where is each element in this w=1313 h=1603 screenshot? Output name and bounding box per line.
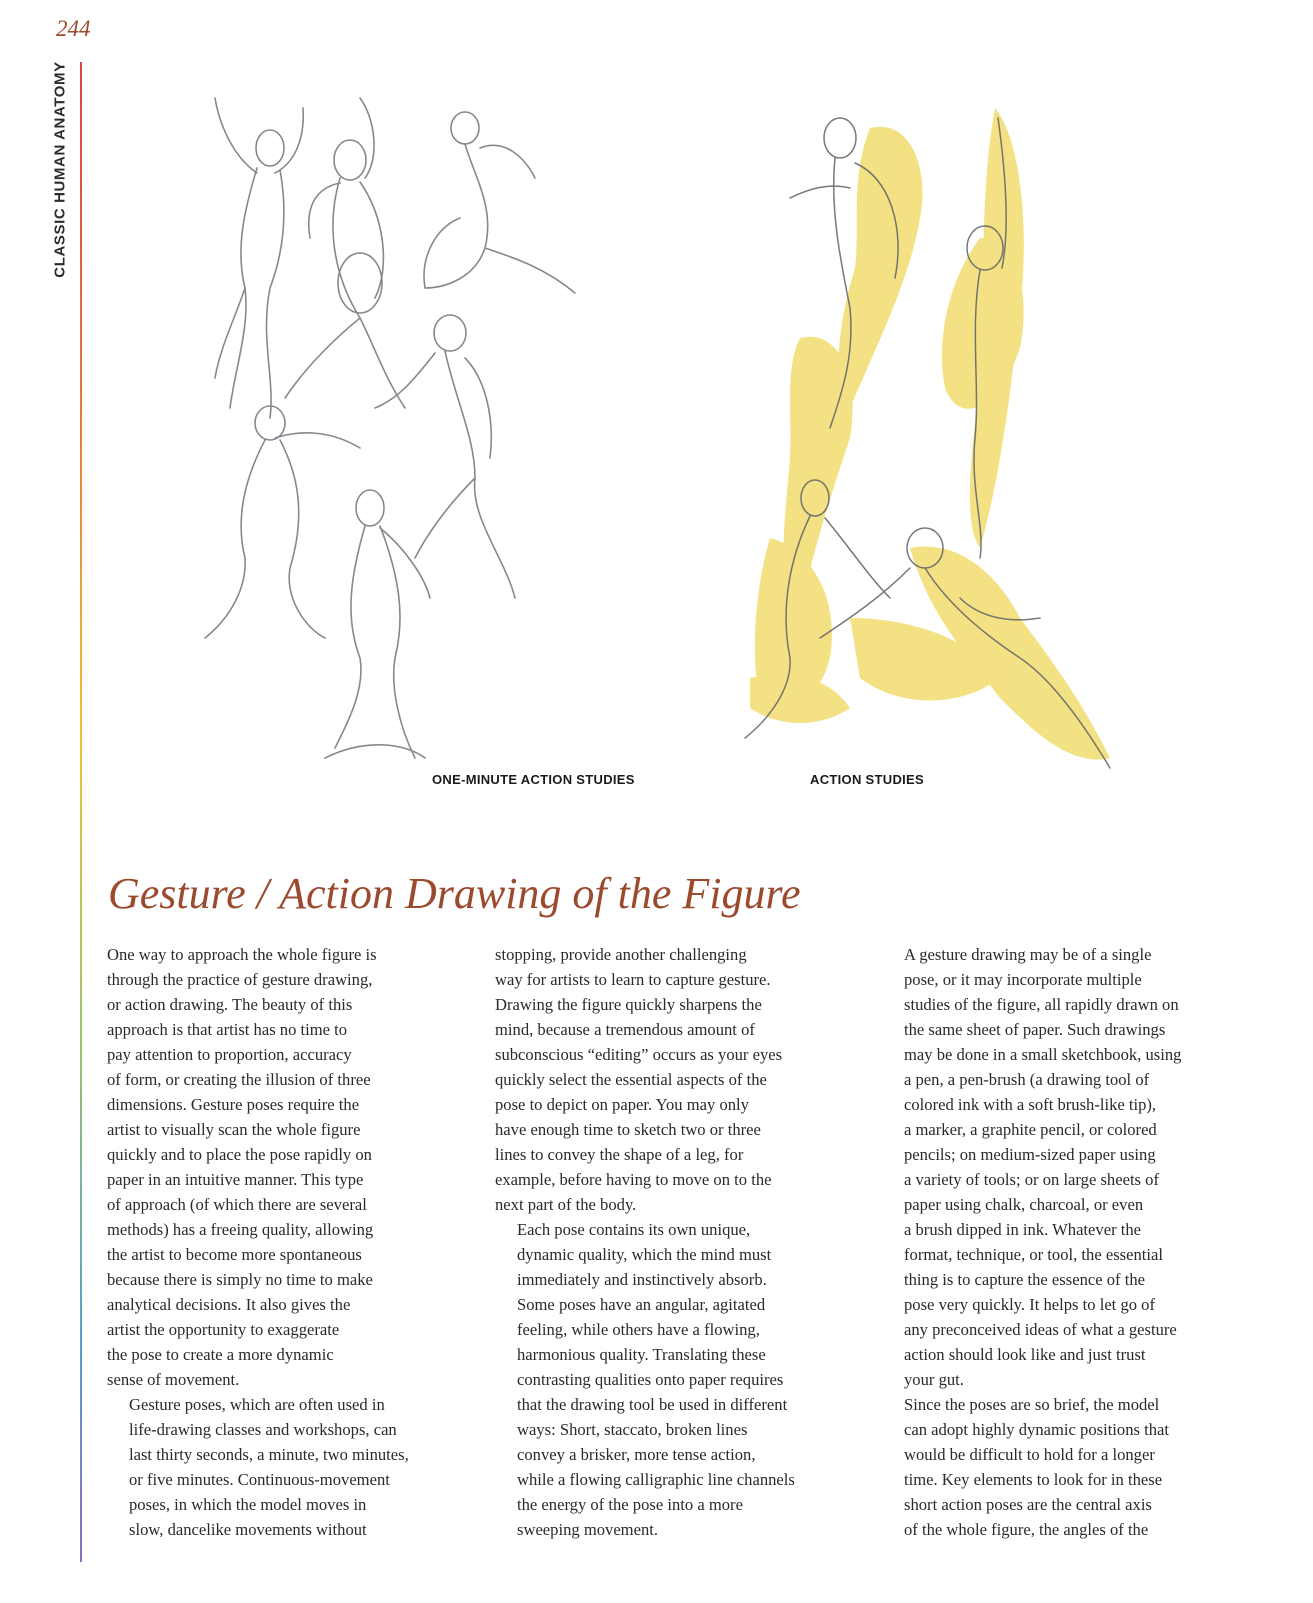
text-line: a brush dipped in ink. Whatever the	[904, 1220, 1142, 1239]
body-paragraph	[107, 942, 459, 1392]
text-line: the artist to become more spontaneous	[107, 1245, 362, 1264]
text-column-1	[107, 942, 459, 1542]
text-line: the same sheet of paper. Such drawings	[904, 1020, 1166, 1039]
text-line: while a flowing calligraphic line channels	[517, 1470, 795, 1489]
text-line: One way to approach the whole figure is	[107, 945, 377, 964]
text-line: paper in an intuitive manner. This type	[107, 1170, 364, 1189]
text-column-2	[495, 942, 847, 1542]
body-paragraph	[107, 1392, 459, 1542]
pencil-sketch-figures	[175, 78, 635, 778]
text-line: Drawing the figure quickly sharpens the	[495, 995, 762, 1014]
text-line: or five minutes. Continuous-movement	[129, 1470, 390, 1489]
text-column-3	[882, 942, 1234, 1542]
text-line: analytical decisions. It also gives the	[107, 1295, 351, 1314]
text-line: ways: Short, staccato, broken lines	[517, 1420, 748, 1439]
text-line: Since the poses are so brief, the model	[904, 1395, 1160, 1414]
yellow-wash-sketch-figures	[730, 78, 1200, 798]
text-line: pay attention to proportion, accuracy	[107, 1045, 352, 1064]
text-line: artist the opportunity to exaggerate	[107, 1320, 340, 1339]
text-line: through the practice of gesture drawing,	[107, 970, 373, 989]
text-line: pose very quickly. It helps to let go of	[904, 1295, 1156, 1314]
text-line: pencils; on medium-sized paper using	[904, 1145, 1156, 1164]
text-line: may be done in a small sketchbook, using	[904, 1045, 1182, 1064]
text-line: sense of movement.	[107, 1370, 240, 1389]
text-line: next part of the body.	[495, 1195, 637, 1214]
text-line: dynamic quality, which the mind must	[517, 1245, 772, 1264]
text-line: that the drawing tool be used in different	[517, 1395, 788, 1414]
text-line: paper using chalk, charcoal, or even	[904, 1195, 1144, 1214]
text-line: Some poses have an angular, agitated	[517, 1295, 766, 1314]
text-line: can adopt highly dynamic positions that	[904, 1420, 1169, 1439]
text-line: have enough time to sketch two or three	[495, 1120, 761, 1139]
body-paragraph	[495, 1217, 847, 1542]
text-line: feeling, while others have a flowing,	[517, 1320, 760, 1339]
text-line: mind, because a tremendous amount of	[495, 1020, 755, 1039]
text-line: dimensions. Gesture poses require the	[107, 1095, 360, 1114]
text-line: because there is simply no time to make	[107, 1270, 373, 1289]
text-line: contrasting qualities onto paper requires	[517, 1370, 784, 1389]
text-line: any preconceived ideas of what a gesture	[904, 1320, 1177, 1339]
section-heading: Gesture / Action Drawing of the Figure	[108, 869, 801, 918]
text-line: quickly select the essential aspects of the	[495, 1070, 767, 1089]
text-line: of the whole figure, the angles of the	[904, 1520, 1149, 1539]
text-line: immediately and instinctively absorb.	[517, 1270, 767, 1289]
body-paragraph	[882, 1392, 1234, 1542]
text-line: subconscious “editing” occurs as your eyes	[495, 1045, 783, 1064]
side-rule	[80, 62, 82, 1562]
caption-action-studies: ACTION STUDIES	[810, 772, 924, 787]
one-minute-action-studies-illustration	[175, 78, 635, 778]
text-line: short action poses are the central axis	[904, 1495, 1152, 1514]
text-line: artist to visually scan the whole figure	[107, 1120, 361, 1139]
text-line: pose, or it may incorporate multiple	[904, 970, 1142, 989]
text-line: Gesture poses, which are often used in	[129, 1395, 385, 1414]
action-studies-illustration	[730, 78, 1200, 798]
text-line: last thirty seconds, a minute, two minutes,	[129, 1445, 409, 1464]
caption-one-minute-action-studies: ONE-MINUTE ACTION STUDIES	[432, 772, 635, 787]
text-line: of form, or creating the illusion of three	[107, 1070, 371, 1089]
text-line: time. Key elements to look for in these	[904, 1470, 1163, 1489]
text-line: would be difficult to hold for a longer	[904, 1445, 1155, 1464]
text-line: convey a brisker, more tense action,	[517, 1445, 756, 1464]
text-line: quickly and to place the pose rapidly on	[107, 1145, 372, 1164]
text-line: poses, in which the model moves in	[129, 1495, 367, 1514]
body-paragraph	[882, 942, 1234, 1392]
text-line: pose to depict on paper. You may only	[495, 1095, 749, 1114]
text-line: thing is to capture the essence of the	[904, 1270, 1145, 1289]
text-line: slow, dancelike movements without	[129, 1520, 367, 1539]
text-line: a variety of tools; or on large sheets of	[904, 1170, 1159, 1189]
text-line: of approach (of which there are several	[107, 1195, 367, 1214]
text-line: Each pose contains its own unique,	[517, 1220, 751, 1239]
text-line: the pose to create a more dynamic	[107, 1345, 334, 1364]
text-line: methods) has a freeing quality, allowing	[107, 1220, 374, 1239]
text-line: colored ink with a soft brush-like tip),	[904, 1095, 1157, 1114]
text-line: the energy of the pose into a more	[517, 1495, 743, 1514]
page-number: 244	[56, 16, 91, 41]
text-line: harmonious quality. Translating these	[517, 1345, 766, 1364]
text-line: stopping, provide another challenging	[495, 945, 747, 964]
text-line: action should look like and just trust	[904, 1345, 1146, 1364]
text-line: your gut.	[904, 1370, 964, 1389]
text-line: A gesture drawing may be of a single	[904, 945, 1152, 964]
running-head	[52, 62, 68, 277]
text-line: or action drawing. The beauty of this	[107, 995, 353, 1014]
text-line: sweeping movement.	[517, 1520, 659, 1539]
text-line: way for artists to learn to capture gesture.	[495, 970, 771, 989]
text-line: life-drawing classes and workshops, can	[129, 1420, 397, 1439]
text-line: a marker, a graphite pencil, or colored	[904, 1120, 1157, 1139]
text-line: format, technique, or tool, the essential	[904, 1245, 1163, 1264]
body-paragraph	[495, 942, 847, 1217]
text-line: lines to convey the shape of a leg, for	[495, 1145, 744, 1164]
text-line: example, before having to move on to the	[495, 1170, 772, 1189]
text-line: approach is that artist has no time to	[107, 1020, 348, 1039]
running-head-text: CLASSIC HUMAN ANATOMY	[51, 61, 69, 278]
text-line: a pen, a pen-brush (a drawing tool of	[904, 1070, 1150, 1089]
text-line: studies of the figure, all rapidly drawn on	[904, 995, 1179, 1014]
